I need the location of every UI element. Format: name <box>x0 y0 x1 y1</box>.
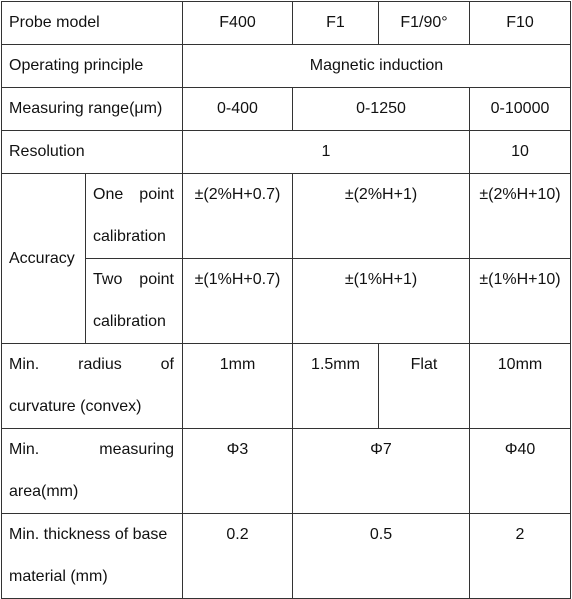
one-point-f400: ±(2%H+0.7) <box>183 174 293 259</box>
radius-f1-90: Flat <box>379 344 470 429</box>
area-f1: Φ7 <box>293 429 470 514</box>
area-label-line2: area(mm) <box>9 483 79 500</box>
two-point-f10: ±(1%H+10) <box>470 259 571 344</box>
one-point-label-line1: One point <box>93 186 174 203</box>
thickness-label-line1: Min. thickness of base <box>9 526 168 543</box>
one-point-f10: ±(2%H+10) <box>470 174 571 259</box>
two-point-f1: ±(1%H+1) <box>293 259 470 344</box>
range-label: Measuring range(μm) <box>2 88 183 131</box>
thickness-label-line2: material (mm) <box>9 568 108 585</box>
thickness-row <box>2 514 571 599</box>
two-point-label-line1: Two point <box>93 271 174 288</box>
range-row <box>2 88 571 131</box>
thickness-label <box>2 514 183 599</box>
radius-label-line1: Min. radius of <box>9 356 174 373</box>
accuracy-label: Accuracy <box>2 174 86 344</box>
resolution-label: Resolution <box>2 131 183 174</box>
radius-label <box>2 344 183 429</box>
model-f400: F400 <box>183 2 293 45</box>
range-f10: 0-10000 <box>470 88 571 131</box>
resolution-value-1: 1 <box>183 131 470 174</box>
radius-f10: 10mm <box>470 344 571 429</box>
resolution-value-2: 10 <box>470 131 571 174</box>
radius-row <box>2 344 571 429</box>
radius-f400: 1mm <box>183 344 293 429</box>
resolution-row <box>2 131 571 174</box>
accuracy-two-point-row <box>2 259 571 344</box>
thickness-f10: 2 <box>470 514 571 599</box>
probe-model-label: Probe model <box>2 2 183 45</box>
thickness-f400: 0.2 <box>183 514 293 599</box>
one-point-label <box>86 174 183 259</box>
range-f1: 0-1250 <box>293 88 470 131</box>
principle-row <box>2 45 571 88</box>
radius-label-line2: curvature (convex) <box>9 398 142 415</box>
accuracy-one-point-row <box>2 174 571 259</box>
two-point-label-line2: calibration <box>93 313 166 330</box>
two-point-f400: ±(1%H+0.7) <box>183 259 293 344</box>
thickness-f1: 0.5 <box>293 514 470 599</box>
area-f10: Φ40 <box>470 429 571 514</box>
probe-spec-table <box>1 1 571 599</box>
one-point-f1: ±(2%H+1) <box>293 174 470 259</box>
model-f10: F10 <box>470 2 571 45</box>
radius-f1: 1.5mm <box>293 344 379 429</box>
principle-label: Operating principle <box>2 45 183 88</box>
model-f1-90: F1/90° <box>379 2 470 45</box>
model-f1: F1 <box>293 2 379 45</box>
area-row <box>2 429 571 514</box>
header-row <box>2 2 571 45</box>
area-f400: Φ3 <box>183 429 293 514</box>
two-point-label <box>86 259 183 344</box>
area-label-line1: Min. measuring <box>9 441 174 458</box>
one-point-label-line2: calibration <box>93 228 166 245</box>
principle-value: Magnetic induction <box>183 45 571 88</box>
area-label <box>2 429 183 514</box>
range-f400: 0-400 <box>183 88 293 131</box>
